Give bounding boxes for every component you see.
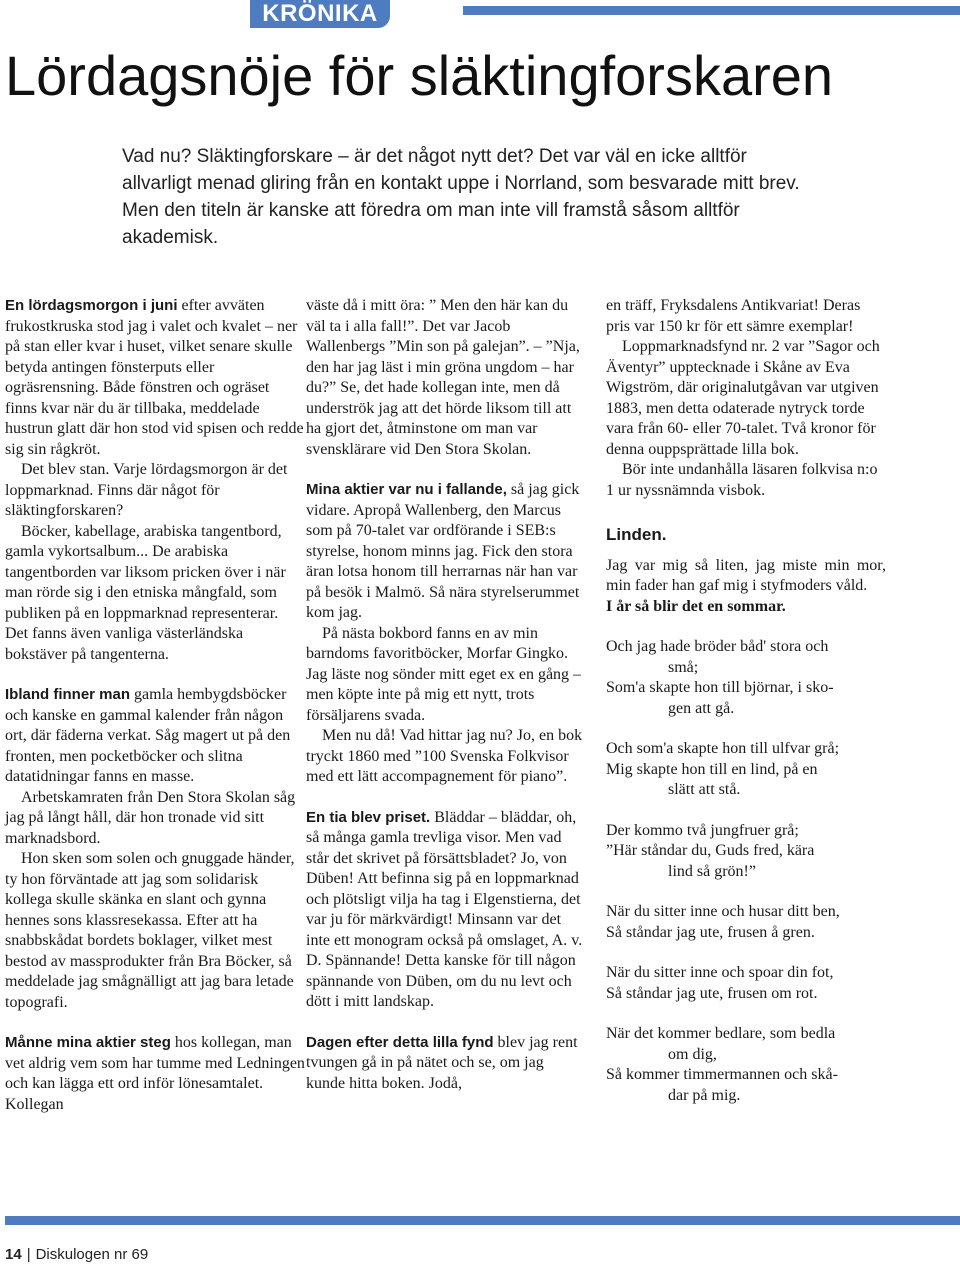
- paragraph: Böcker, kabellage, arabiska tangentbord, gamla vykortsalbum... De arabiska tangentborden var liksom pricken över i när man rörde sig i den etniska mångfald, som publiken på en loppmarknad representerar. Det fanns även vanliga västerländska bokstäver på tangenterna.: [5, 522, 286, 663]
- poem-stanza: [606, 637, 886, 719]
- poem-intro: Jag var mig så liten, jag miste min mor, min fader han gaf mig i styfmoders våld.: [606, 556, 886, 594]
- paragraph-text: så jag gick vidare. Apropå Wallenberg, den Marcus som på 70-talet var ordförande i SEB:s styrelse, honom minns jag. Fick den stora äran lotsa honom till herrarnas när han var på besök i Malmö. Så nära styrelserummet kom jag.: [306, 481, 580, 621]
- text-column-3: [606, 296, 886, 1106]
- poem-line-continued: dar på mig.: [668, 1086, 741, 1104]
- paragraph: Bör inte undanhålla läsaren folkvisa n:o 1 ur nyssnämnda visbok.: [606, 461, 878, 499]
- article-title: Lördagsnöje för släktingforskaren: [5, 44, 834, 107]
- paragraph: [306, 808, 586, 1013]
- poem-line-continued: lind så grön!”: [668, 862, 756, 880]
- paragraph: Men nu då! Vad hittar jag nu? Jo, en bok tryckt 1860 med ”100 Svenska Folkvisor med ett lätt accompagnement för piano”.: [306, 727, 583, 785]
- paragraph: På nästa bokbord fanns en av min barndoms favoritböcker, Morfar Gingko. Jag läste nog sönder mitt eget ex en gång – men köpte inte på mig ett nytt, trots försäljarens svada.: [306, 624, 582, 724]
- subheading: En tia blev priset.: [306, 808, 431, 826]
- section-tag: KRÖNIKA: [250, 0, 390, 28]
- poem-stanza: [606, 821, 886, 883]
- paragraph: [5, 1033, 305, 1115]
- bottom-rule: [5, 1216, 960, 1225]
- poem-line: Och som'a skapte hon till ulfvar grå;: [606, 740, 840, 757]
- poem-line-continued: slätt att stå.: [668, 781, 741, 798]
- poem-line: När det kommer bedlare, som bedla: [606, 1025, 836, 1042]
- paragraph: [306, 1033, 586, 1095]
- poem-line-continued: om dig,: [668, 1045, 717, 1063]
- text-column-2: [306, 296, 586, 1094]
- publication-name: Diskulogen nr 69: [35, 1246, 149, 1263]
- poem-stanza: [606, 902, 886, 943]
- subheading: Dagen efter detta lilla fynd: [306, 1033, 494, 1051]
- paragraph: väste då i mitt öra: ” Men den här kan du väl ta i alla fall!”. Det var Jacob Wallenbergs ”Min son på galejan”. – ”Nja, den har jag läst i min gröna ungdom – har du?” Se, det hade kollegan inte, men då underströk jag att det hörde liksom till att ha gjort det, åtminstone om man var svensklärare vid Den Stora Skolan.: [306, 297, 580, 458]
- poem-line: Som'a skapte hon till björnar, i sko-: [606, 679, 834, 696]
- paragraph: Arbetskamraten från Den Stora Skolan såg jag på långt håll, där hon tronade vid sitt marknadsbord.: [5, 788, 296, 847]
- poem-line-continued: små;: [668, 658, 699, 676]
- subheading: Mina aktier var nu i fallande,: [306, 481, 507, 498]
- poem-line: När du sitter inne och spoar din fot,: [606, 964, 834, 981]
- paragraph-text: gamla hembygdsböcker och kanske en gammal kalender från någon ort, där fäderna verkat. Såg magert ut på den fronten, men pocketböcker och slitna datatidningar fanns en masse.: [5, 686, 291, 785]
- poem-line: ”Här ståndar du, Guds fred, kära: [606, 842, 815, 859]
- text-column-1: [5, 296, 305, 1115]
- poem-line: Der kommo två jungfruer grå;: [606, 821, 799, 839]
- poem-line-continued: gen att gå.: [668, 699, 735, 717]
- poem-line: Så ståndar jag ute, frusen om rot.: [606, 984, 818, 1002]
- top-rule: [463, 6, 960, 15]
- subheading: En lördagsmorgon i juni: [5, 297, 178, 314]
- subheading: Ibland finner man: [5, 686, 131, 703]
- paragraph-text: Bläddar – bläddar, oh, så många gamla trevliga visor. Men vad står det skrivet på försättsbladet? Jo, von Düben! Att befinna sig på en loppmarknad och plötsligt vilja ha tag i Elgenstierna, det var ju för märkvärdigt! Minsann var det inte ett monogram också på omslaget, A. v. D. Spännande! Detta kanske för till någon spännande von Düben, om du nu levt och dött i mitt landskap.: [306, 808, 583, 1010]
- paragraph-text: efter avväten frukostkruska stod jag i valet och kvalet – ner på stan eller kvar i huset, vilket senare skulle betyda antingen fönsterputs eller ogräsrensning. Både fönstren och ogräset finns kvar när du är tillbaka, meddelade hustrun glatt där hon stod vid spisen och redde sig sin rågkröt.: [5, 297, 304, 458]
- poem-refrain: I år så blir det en sommar.: [606, 597, 786, 615]
- poem-stanza: [606, 739, 886, 801]
- paragraph: en träff, Fryksdalens Antikvariat! Deras pris var 150 kr för ett sämre exemplar!: [606, 297, 861, 335]
- poem-line: Och jag hade bröder båd' stora och: [606, 638, 829, 655]
- poem-title: Linden.: [606, 525, 667, 544]
- paragraph: [5, 296, 305, 460]
- poem-stanza: [606, 963, 886, 1004]
- article-lead: Vad nu? Släktingforskare – är det något nytt det? Det var väl en icke alltför allvarligt menad gliring från en kontakt uppe i Norrland, som besvarade mitt brev. Men den titeln är kanske att föredra om man inte vill framstå såsom alltför akademisk.: [122, 146, 800, 248]
- poem-line: Så kommer timmermannen och skå-: [606, 1066, 838, 1083]
- footer-separator: |: [26, 1246, 31, 1263]
- paragraph-text: blev jag rent tvungen gå in på nätet och se, om jag kunde hitta boken. Jodå,: [306, 1033, 578, 1092]
- poem-line: Så ståndar jag ute, frusen å gren.: [606, 923, 815, 941]
- poem-line: När du sitter inne och husar ditt ben,: [606, 903, 840, 920]
- paragraph: Det blev stan. Varje lördagsmorgon är det loppmarknad. Finns där något för släktingforskaren?: [5, 461, 288, 519]
- page-footer: [5, 1246, 148, 1263]
- paragraph: Loppmarknadsfynd nr. 2 var ”Sagor och Äventyr” upptecknade i Skåne av Eva Wigström, där originalutgåvan var utgiven 1883, men detta odaterade nytryck torde vara från 60- eller 70-talet. Två kronor för denna ouppsprättade lilla bok.: [606, 338, 880, 458]
- page-number: 14: [5, 1246, 22, 1263]
- poem-line: Mig skapte hon till en lind, på en: [606, 760, 818, 778]
- paragraph: [5, 685, 305, 788]
- paragraph-text: hos kollegan, man vet aldrig vem som har tumme med Ledningen och kan lägga ett ord inför lönesamtalet. Kollegan: [5, 1034, 305, 1113]
- paragraph: Hon sken som solen och gnuggade händer, ty hon förväntade att jag som solidarisk kollega skulle skänka en slant och gynna hennes sons klassresekassa. Efter att ha snabbskådat bordets boklager, vilket mest bestod av massprodukter från Bra Böcker, så meddelade jag smågnälligt att jag bara letade topografi.: [5, 850, 295, 1011]
- subheading: Månne mina aktier steg: [5, 1034, 171, 1051]
- paragraph: [306, 480, 586, 624]
- poem-stanza: [606, 1024, 886, 1106]
